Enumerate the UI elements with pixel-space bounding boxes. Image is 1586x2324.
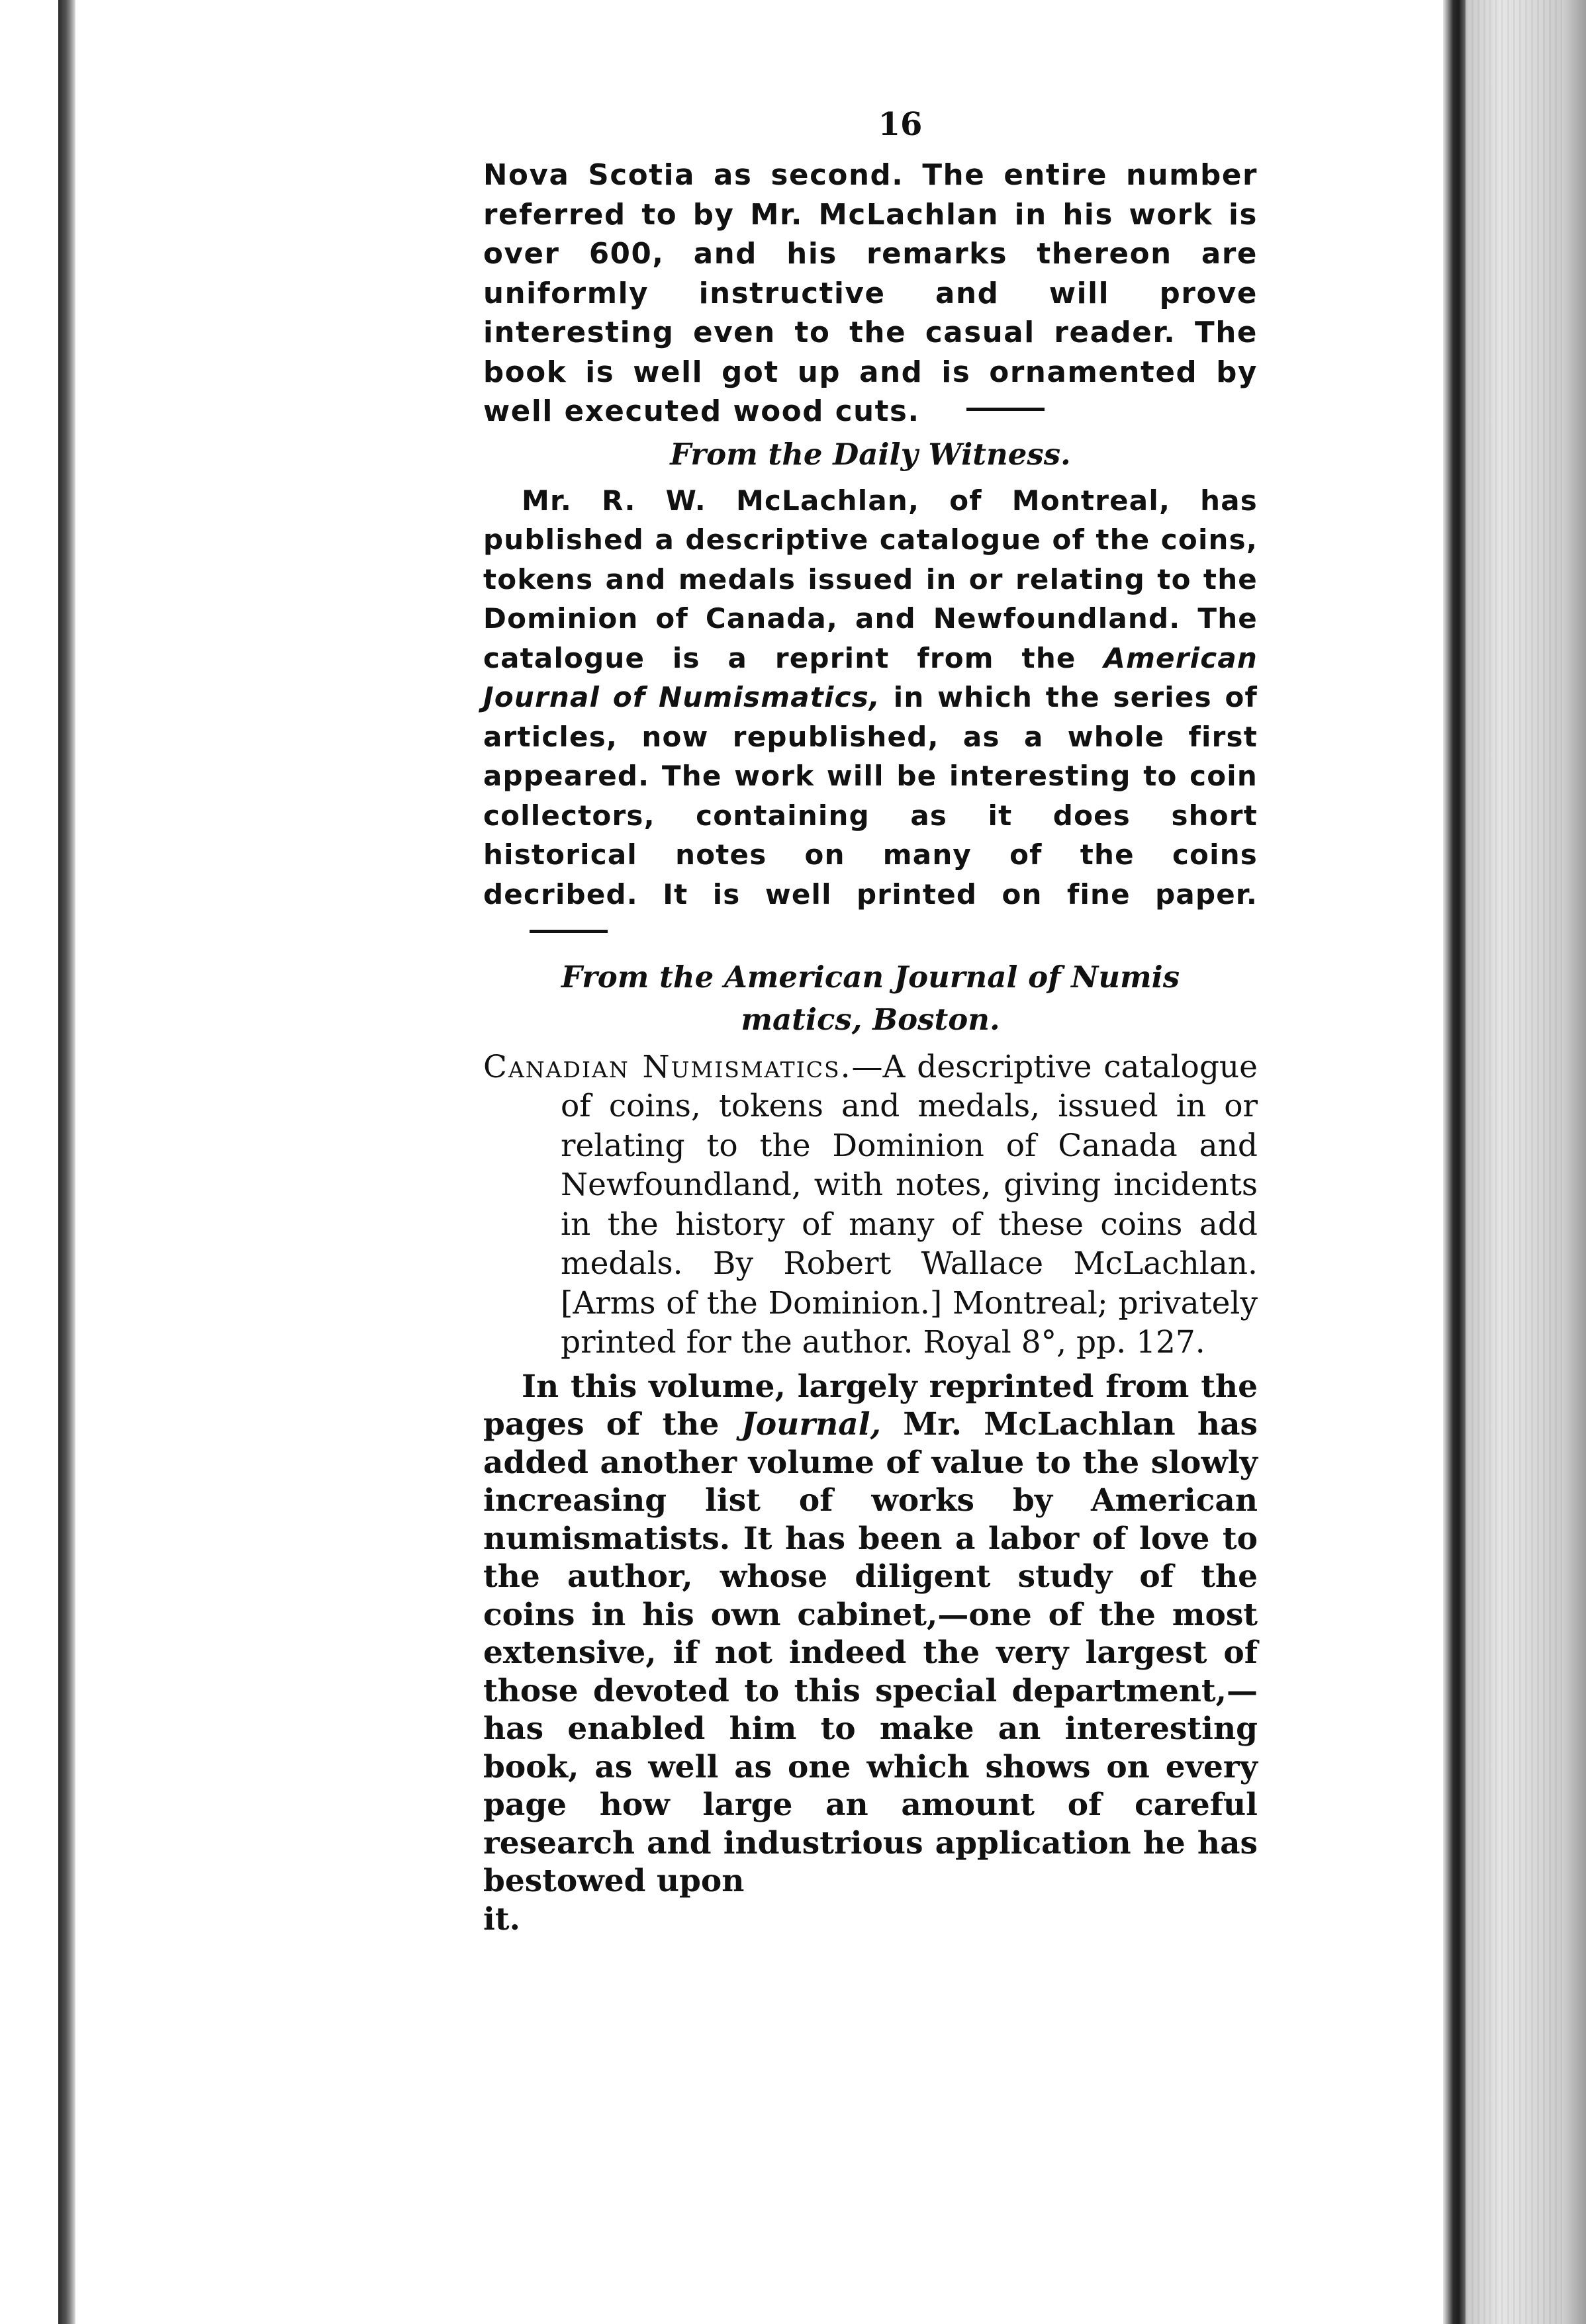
scan-border: [1562, 0, 1586, 2324]
paragraph-text: Mr. R. W. McLachlan, of Montreal, has published a descriptive catalogue of the coins, tokens and medals issued in or relating to the Dominion of Canada, and Newfoundland. The catalogue is a reprint from the: [483, 484, 1258, 674]
paragraph-american-journal-review: [483, 1368, 1258, 1900]
source-heading-daily-witness: From the Daily Witness.: [670, 436, 1071, 472]
paragraph-review-continuation: [483, 156, 1258, 432]
paragraph-daily-witness-review: [483, 481, 1258, 954]
entry-text: —A descriptive catalogue of coins, tokens and medals, issued in or relating to the Dominion of Canada and Newfoundland, with notes, giving incidents in the history of many of these coins add medals. By Robert Wallace McLachlan. [Arms of the Dominion.] Montreal; privately printed for the author. Royal 8°, pp. 127.: [561, 1048, 1258, 1361]
source-heading-american-journal: [483, 956, 1258, 1041]
journal-name: Journal,: [741, 1406, 881, 1443]
closing-word: it.: [483, 1900, 520, 1938]
source-heading-line: matics, Boston.: [741, 1001, 1000, 1037]
catalogue-entry: [483, 1048, 1258, 1363]
paragraph-text: In this volume, largely reprinted from the pages of the: [483, 1368, 1258, 1443]
page-number: 16: [878, 106, 923, 143]
section-rule: [530, 930, 608, 933]
entry-title: Canadian Numismatics.: [483, 1048, 852, 1085]
paragraph-text: in which the series of articles, now republished, as a whole first appeared. The work will be interesting to coin collectors, containing as it does short historical notes on many of the coins decribed. It is well printed on fine paper.: [483, 681, 1258, 911]
paragraph-text: Nova Scotia as second. The entire number referred to by Mr. McLachlan in his work is over 600, and his remarks thereon are uniformly instructive and will prove interesting even to the casual reader. The book is well got up and is ornamented by well executed wood cuts.: [483, 159, 1258, 428]
page-edge-shadow: [1443, 0, 1466, 2324]
document-page: [483, 106, 1258, 1938]
paragraph-text: Mr. McLachlan has added another volume of value to the slowly increasing list of works by American numismatists. It has been a labor of love to the author, whose diligent study of the coins in his own cabinet,—one of the most extensive, if not indeed the very largest of those devoted to this special department,—has enabled him to make an interesting book, as well as one which shows on every page how large an amount of careful research and industrious application he has bestowed upon: [483, 1406, 1258, 1899]
journal-title: American Journal of Numismatics,: [483, 641, 1258, 713]
section-rule: [966, 408, 1045, 411]
source-heading-line: From the American Journal of Numis: [561, 959, 1180, 995]
page-gutter-shadow: [58, 0, 75, 2324]
